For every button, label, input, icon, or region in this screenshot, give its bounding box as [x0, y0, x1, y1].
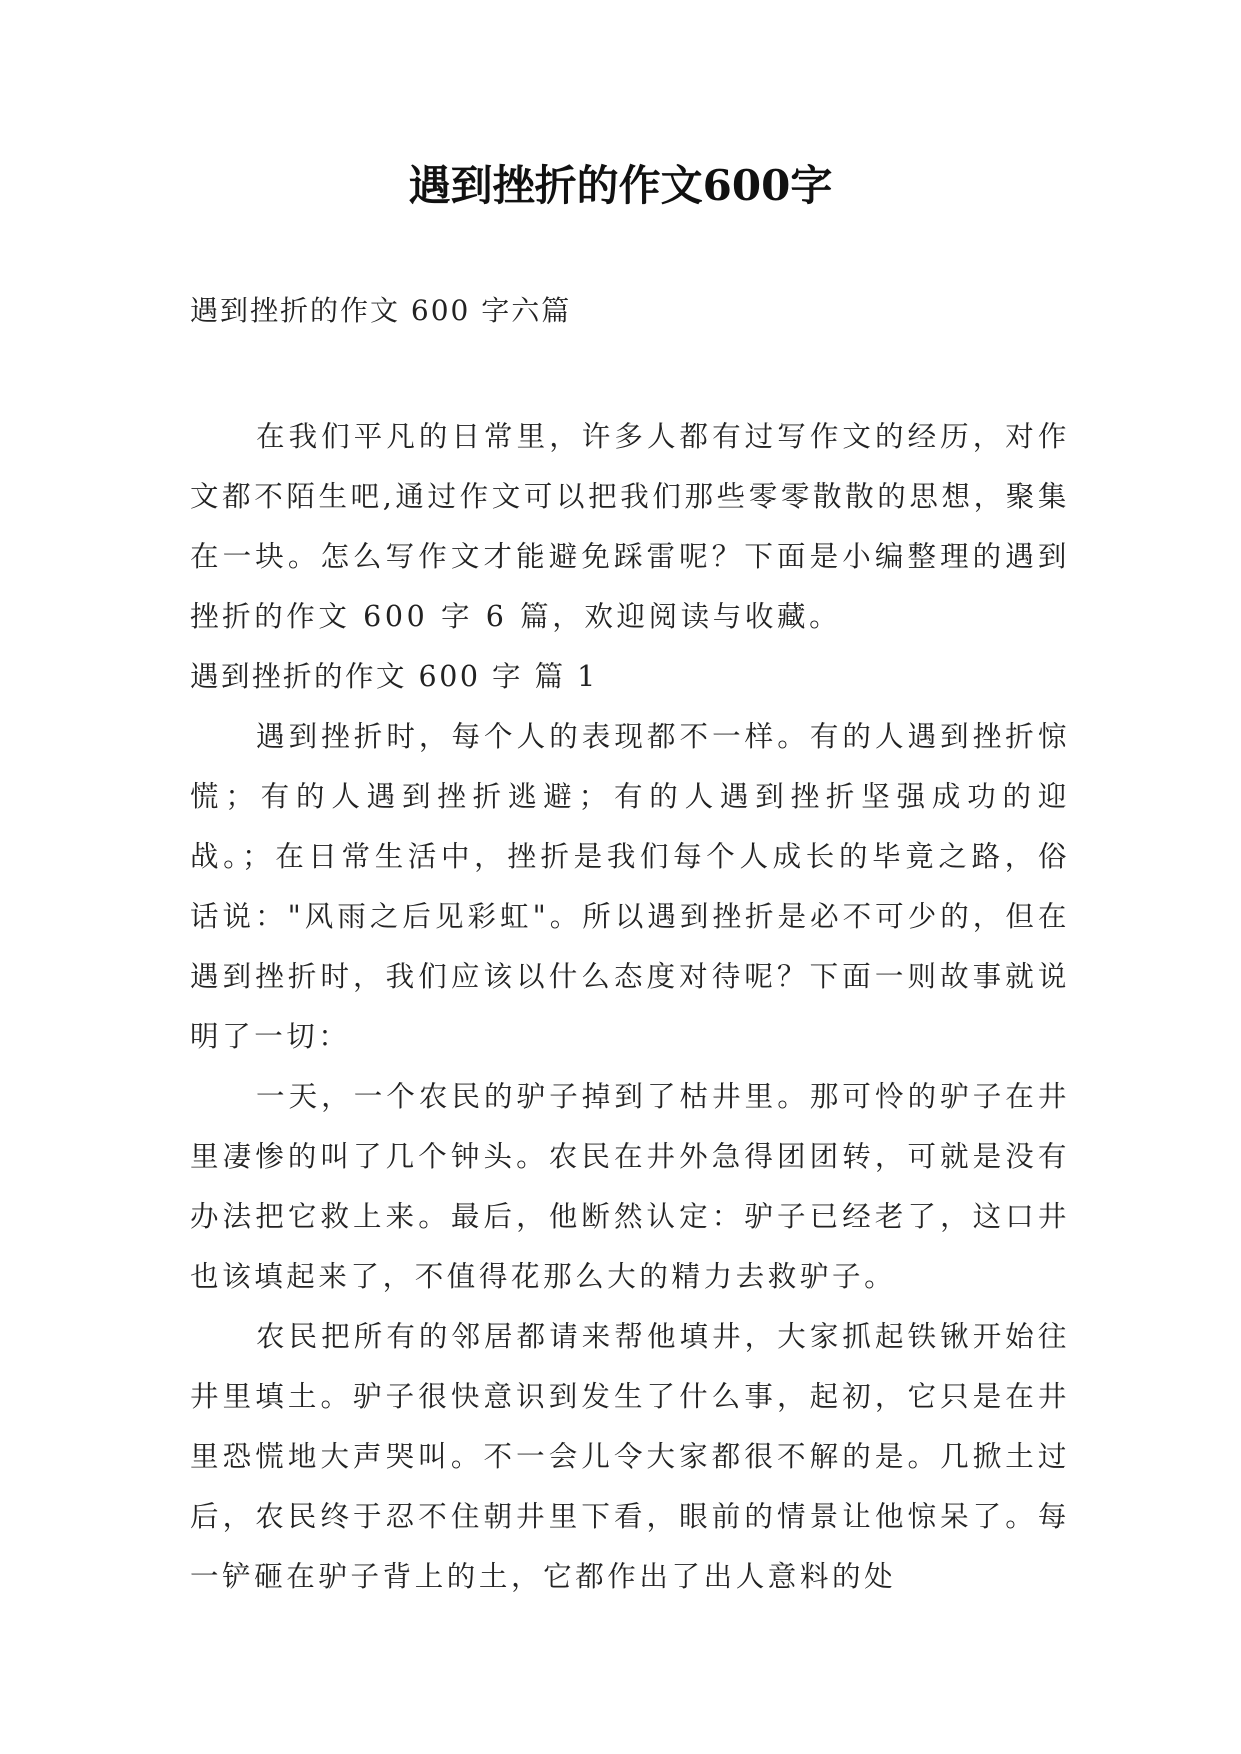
- body-paragraph: 一天，一个农民的驴子掉到了枯井里。那可怜的驴子在井里凄惨的叫了几个钟头。农民在井外急得团团转，可就是没有办法把它救上来。最后，他断然认定：驴子已经老了，这口井也该填起来了，不值得花那么大的精力去救驴子。: [190, 1080, 1070, 1293]
- document-title: 遇到挫折的作文600字: [408, 161, 833, 210]
- document-body: [190, 407, 1070, 1607]
- section-heading: 遇到挫折的作文 600 字 篇 1: [190, 660, 598, 693]
- body-paragraph: 遇到挫折时，每个人的表现都不一样。有的人遇到挫折惊慌；有的人遇到挫折逃避；有的人遇到挫折坚强成功的迎战。；在日常生活中，挫折是我们每个人成长的毕竟之路，俗话说："风雨之后见彩虹"。所以遇到挫折是必不可少的，但在遇到挫折时，我们应该以什么态度对待呢？下面一则故事就说明了一切：: [190, 720, 1070, 1053]
- document-subtitle: 遇到挫折的作文 600 字六篇: [190, 294, 572, 327]
- body-paragraph: 农民把所有的邻居都请来帮他填井，大家抓起铁锹开始往井里填土。驴子很快意识到发生了什么事，起初，它只是在井里恐慌地大声哭叫。不一会儿令大家都很不解的是。几掀土过后，农民终于忍不住朝井里下看，眼前的情景让他惊呆了。每一铲砸在驴子背上的土，它都作出了出人意料的处: [190, 1320, 1070, 1593]
- intro-paragraph: 在我们平凡的日常里，许多人都有过写作文的经历，对作文都不陌生吧,通过作文可以把我们那些零零散散的思想，聚集在一块。怎么写作文才能避免踩雷呢？下面是小编整理的遇到挫折的作文 600 字 6 篇，欢迎阅读与收藏。: [190, 420, 1070, 633]
